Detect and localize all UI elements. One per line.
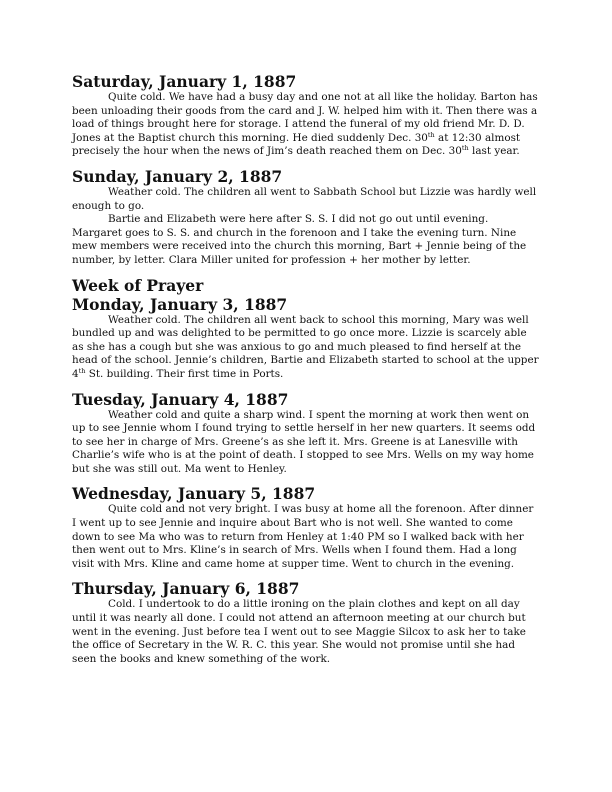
entry-date-heading: Wednesday, January 5, 1887 (72, 484, 316, 504)
entry-paragraph (72, 91, 540, 159)
entry-paragraph: Cold. I undertook to do a little ironing on the plain clothes and kept on all day until it was nearly all done. I could not attend an afternoon meeting at our church but went in the evening. Just before tea I went out to see Maggie Silcox to ask her to take the office of Secretary in the W. R. C. this year. She would not promise until she had seen the books and knew something of the work. (72, 598, 526, 665)
diary-entry-jan-2 (72, 167, 540, 268)
entry-text: Quite cold. We have had a busy day and one not at all like the holiday. Barton has been unloading their goods from the card and J. W. helped him with it. Then there was a load of things brought here for storage. I attend the funeral of my old friend Mr. D. D. Jones at the Baptist church this morning. He died suddenly Dec. 30 (72, 91, 538, 144)
diary-entry-jan-6 (72, 579, 540, 666)
entry-paragraph: Weather cold. The children all went to Sabbath School but Lizzie was hardly well enough to go. (72, 185, 537, 212)
diary-entry-jan-4 (72, 390, 540, 477)
entry-text: last year. (468, 145, 520, 158)
entry-paragraph (72, 314, 540, 382)
ordinal-suffix: th (427, 130, 435, 139)
entry-date-heading: Saturday, January 1, 1887 (72, 72, 297, 91)
entry-date-heading: Thursday, January 6, 1887 (72, 579, 300, 599)
diary-entry-jan-5 (72, 484, 540, 571)
ordinal-suffix: th (78, 366, 86, 375)
diary-entry-jan-3 (72, 276, 540, 382)
entry-date-heading: Tuesday, January 4, 1887 (72, 389, 289, 409)
ordinal-suffix: th (461, 144, 469, 153)
diary-page (72, 72, 540, 674)
entry-paragraph: Bartie and Elizabeth were here after S. S. I did not go out until evening. Margaret goes to S. S. and church in the forenoon and I take the evening turn. Nine mew members were received into the church this morning, Bart + Jennie being of the number, by letter. Clara Miller united for profession + her mother by letter. (72, 213, 527, 266)
week-heading: Week of Prayer (72, 275, 204, 295)
entry-text: Weather cold. The children all went back to school this morning, Mary was well bundled up and was delighted to be permitted to go once more. Lizzie is scarcely able as she has a cough but she was anxious to go and much pleased to find herself at the head of the school. Jennie’s children, Bartie and Elizabeth started to school at the upper 4 (72, 313, 539, 380)
entry-text: St. building. Their first time in Ports. (85, 367, 284, 380)
diary-entry-jan-1 (72, 72, 540, 159)
entry-date-heading: Sunday, January 2, 1887 (72, 166, 283, 186)
entry-paragraph: Quite cold and not very bright. I was busy at home all the forenoon. After dinner I went up to see Jennie and inquire about Bart who is not well. She wanted to come down to see Ma who was to return from Henley at 1:40 PM so I walked back with her then went out to Mrs. Kline’s in search of Mrs. Wells when I found them. Had a long visit with Mrs. Kline and came home at supper time. Went to church in the evening. (72, 503, 534, 570)
entry-text: at 12:30 almost precisely the hour when the news of Jim’s death reached them on Dec. 30 (72, 131, 521, 158)
entry-date-heading: Monday, January 3, 1887 (72, 294, 288, 314)
entry-paragraph: Weather cold and quite a sharp wind. I spent the morning at work then went on up to see Jennie whom I found trying to settle herself in her new quarters. It seems odd to see her in charge of Mrs. Greene’s as she left it. Mrs. Greene is at Lanesville with Charlie’s wife who is at the point of death. I stopped to see Mrs. Wells on my way home but she was still out. Ma went to Henley. (72, 408, 536, 475)
